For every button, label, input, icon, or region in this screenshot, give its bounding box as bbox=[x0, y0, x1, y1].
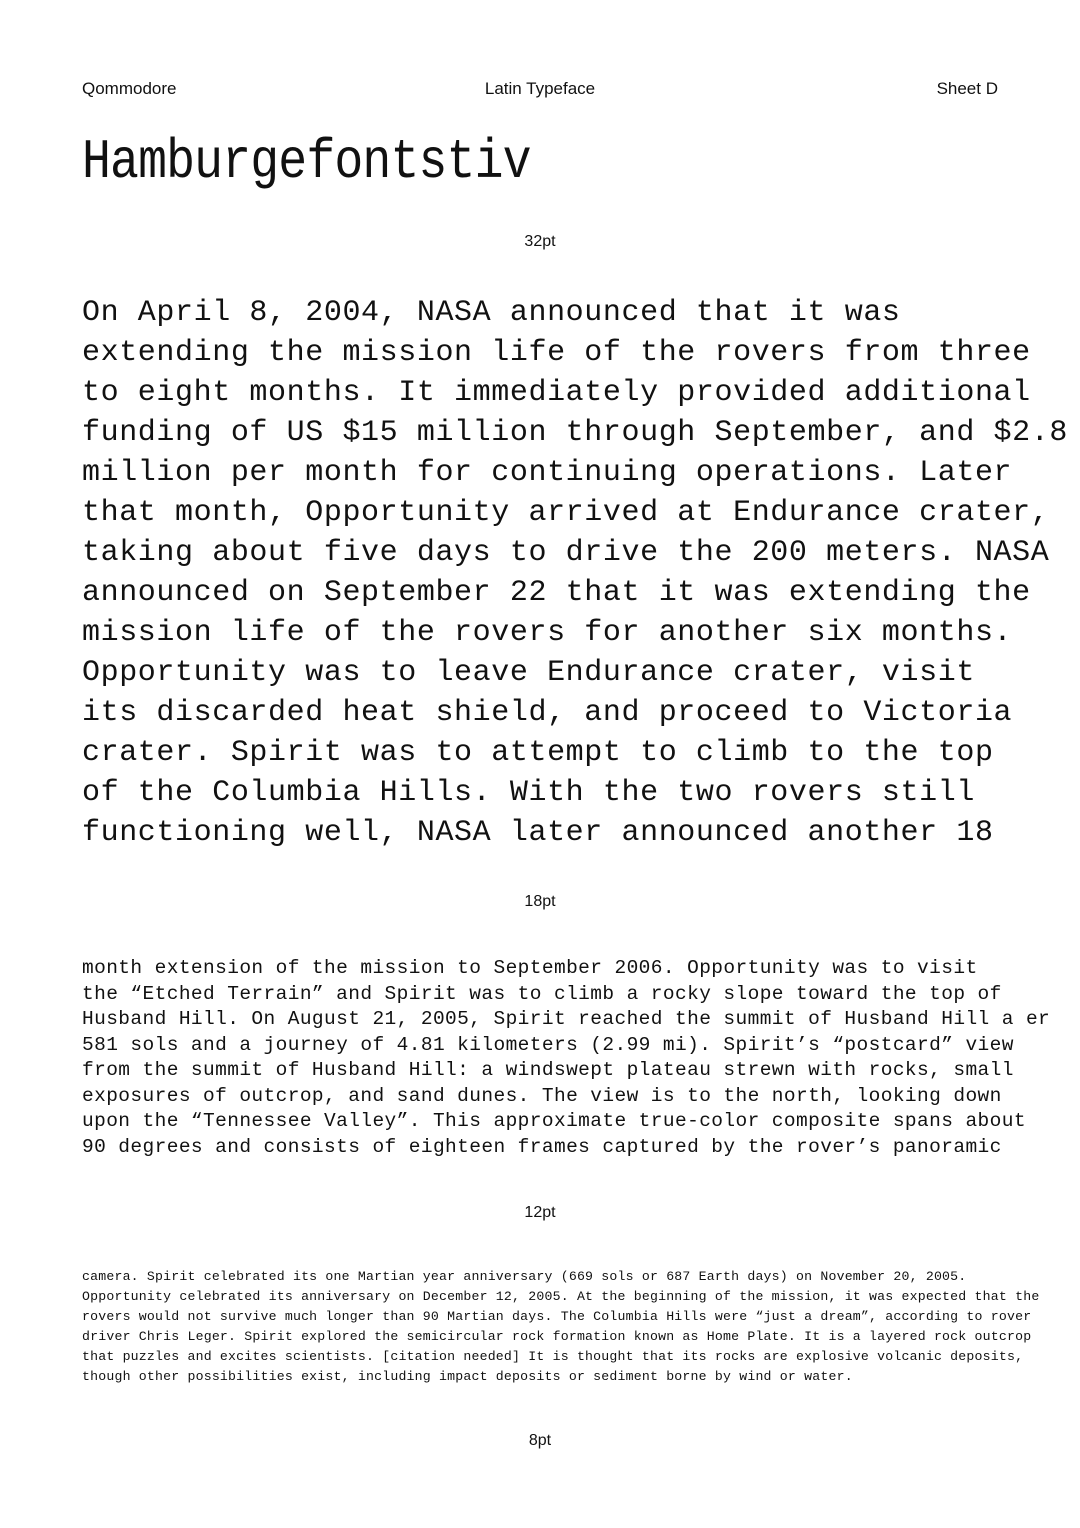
specimen-paragraph-12pt: month extension of the mission to September 2006. Opportunity was to visit the “Etched Terrain” and Spirit was to climb a rocky slope toward the top of Husband Hill. On August 21, 2005, Spirit reached the summit of Husband Hill a er 581 sols and a journey of 4.81 kilometers (2.99 mi). Spirit’s “postcard” view from the summit of Husband Hill: a windswept plateau strewn with rocks, small exposures of outcrop, and sand dunes. The view is to the north, looking down upon the “Tennessee Valley”. This approximate true-color composite spans about 90 degrees and consists of eighteen frames captured by the rover’s panoramic bbox=[82, 957, 1051, 1158]
specimen-title: Hamburgefontstiv bbox=[82, 130, 531, 194]
size-label-12pt: 12pt bbox=[524, 1204, 556, 1221]
specimen-paragraph-8pt: camera. Spirit celebrated its one Martian year anniversary (669 sols or 687 Earth days) on November 20, 2005. Opportunity celebrated its anniversary on December 12, 2005. At the beginning of the mission, it was expected that the rovers would not survive much longer than 90 Martian days. The Columbia Hills were “just a dream”, according to rover driver Chris Leger. Spirit explored the semicircular rock formation known as Home Plate. It is a layered rock outcrop that puzzles and excites scientists. [citation needed] It is thought that its rocks are explosive volcanic deposits, though other possibilities exist, including impact deposits or sediment borne by wind or water. bbox=[82, 1269, 1040, 1384]
size-label-32pt: 32pt bbox=[524, 233, 556, 250]
header-font-name: Qommodore bbox=[82, 79, 177, 98]
specimen-paragraph-18pt: On April 8, 2004, NASA announced that it was extending the mission life of the rovers from three to eight months. It immediately provided additional funding of US $15 million through September, and $2.8 million per month for continuing operations. Later that month, Opportunity arrived at Endurance crater, taking about five days to drive the 200 meters. NASA announced on September 22 that it was extending the mission life of the rovers for another six months. Opportunity was to leave Endurance crater, visit its discarded heat shield, and proceed to Victoria crater. Spirit was to attempt to climb to the top of the Columbia Hills. With the two rovers still functioning well, NASA later announced another 18 bbox=[82, 296, 1068, 850]
header-sheet-label: Sheet D bbox=[936, 79, 998, 98]
size-label-18pt: 18pt bbox=[524, 893, 556, 910]
size-label-8pt: 8pt bbox=[528, 1432, 552, 1449]
header-typeface-category: Latin Typeface bbox=[484, 79, 596, 98]
